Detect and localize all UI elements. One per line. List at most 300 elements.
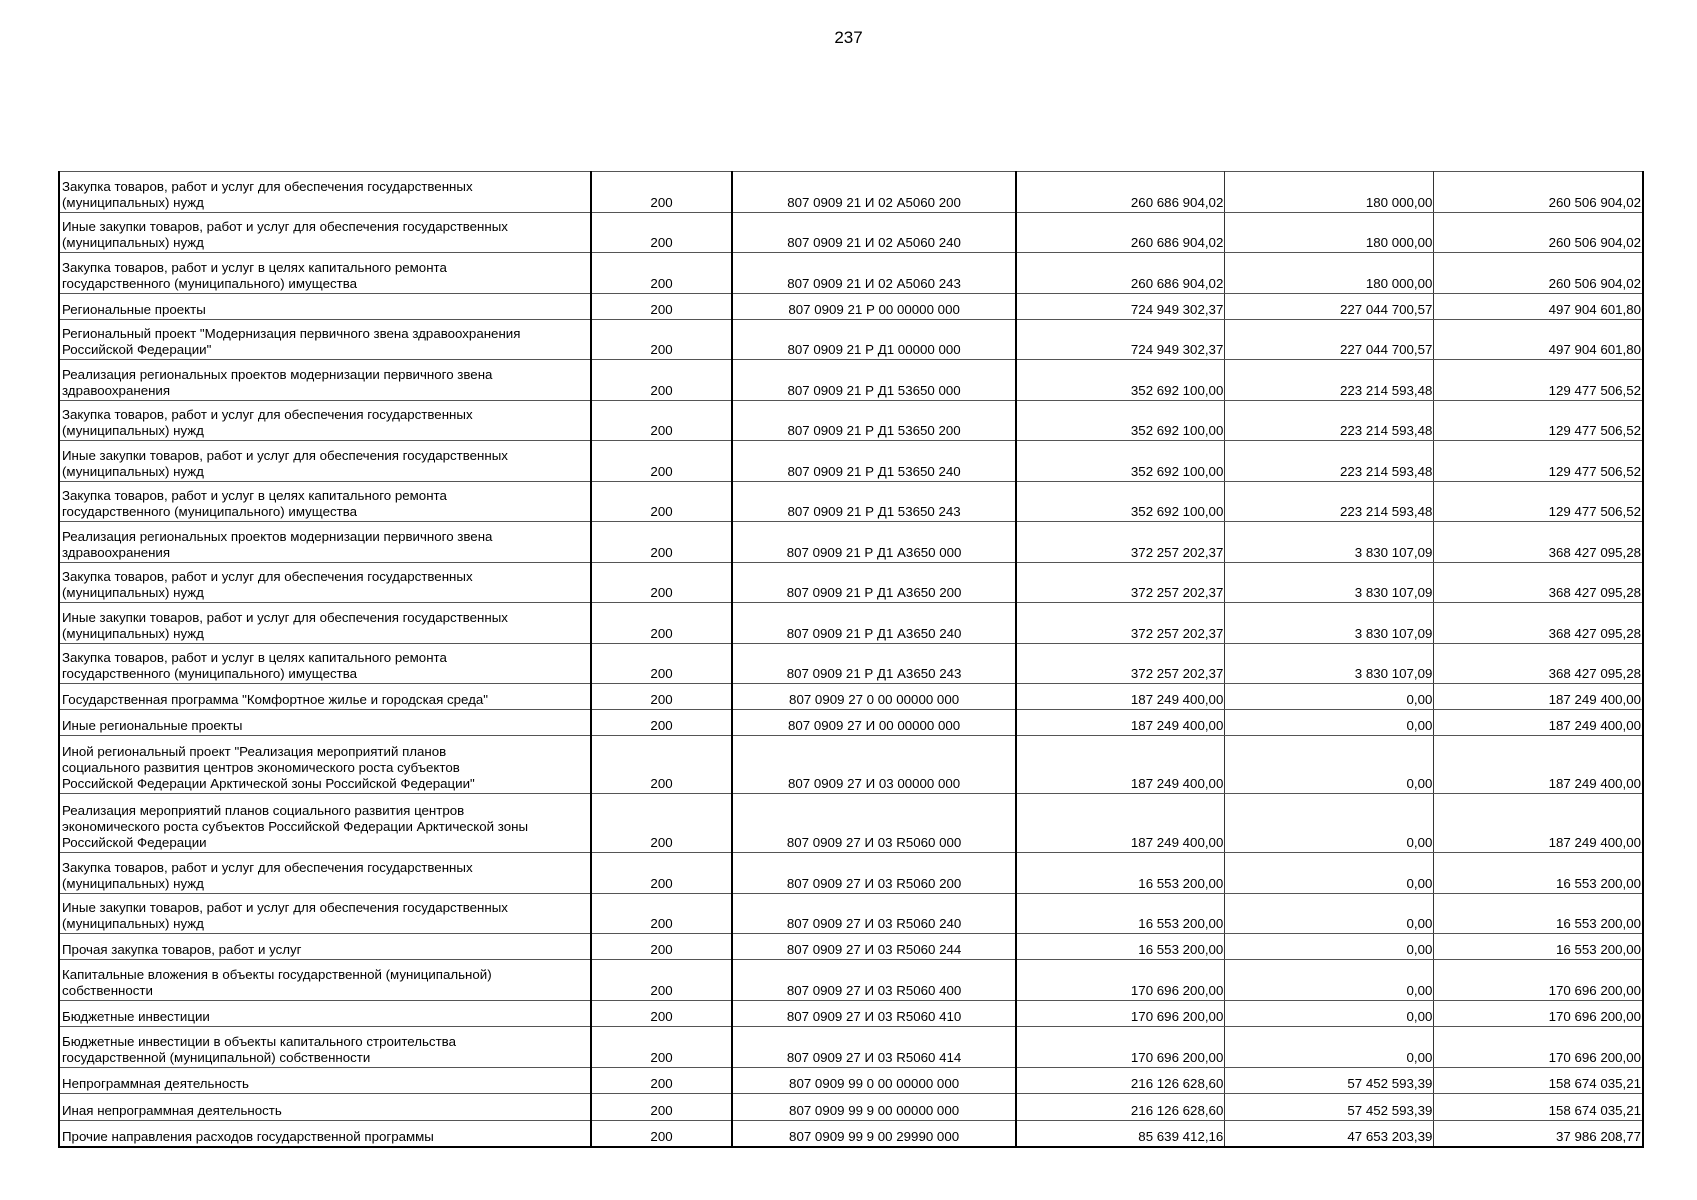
row-approved-amount-text: 187 249 400,00	[1130, 835, 1224, 850]
row-total-amount	[1434, 960, 1643, 1001]
row-classification-code	[732, 1068, 1015, 1094]
row-change-amount	[1225, 441, 1434, 482]
row-admin-code	[591, 1068, 733, 1094]
row-admin-code-text: 200	[650, 876, 673, 891]
table-row	[59, 710, 1643, 736]
row-approved-amount-text: 352 692 100,00	[1130, 423, 1224, 438]
row-admin-code-text: 200	[650, 1128, 673, 1144]
row-change-amount	[1225, 294, 1434, 320]
table-row	[59, 522, 1643, 563]
row-admin-code	[591, 1094, 733, 1121]
table-body	[59, 172, 1643, 1147]
row-classification-code-text: 807 0909 21 Р Д1 А3650 243	[786, 666, 962, 681]
row-admin-code	[591, 563, 733, 603]
row-total-amount	[1434, 1001, 1643, 1027]
row-admin-code	[591, 1121, 733, 1147]
row-classification-code-text: 807 0909 21 Р Д1 53650 200	[787, 423, 961, 438]
row-admin-code	[591, 603, 733, 644]
row-total-amount-text: 187 249 400,00	[1548, 835, 1641, 850]
row-name-text: Закупка товаров, работ и услуг в целях капитального ремонта государственного (муниципального) имущества	[62, 260, 447, 291]
row-change-amount-text: 180 000,00	[1365, 195, 1433, 210]
row-approved-amount-text: 260 686 904,02	[1130, 276, 1224, 291]
row-approved-amount-text: 16 553 200,00	[1138, 876, 1224, 891]
row-name	[59, 934, 591, 960]
row-approved-amount	[1016, 213, 1225, 253]
row-total-amount-text: 368 427 095,28	[1548, 626, 1641, 641]
row-change-amount-text: 57 452 593,39	[1347, 1076, 1433, 1091]
row-admin-code	[591, 794, 733, 853]
row-name	[59, 603, 591, 644]
row-name	[59, 172, 591, 213]
row-change-amount-text: 0,00	[1406, 983, 1433, 998]
row-admin-code	[591, 441, 733, 482]
row-classification-code	[732, 894, 1015, 934]
row-approved-amount	[1016, 1121, 1225, 1147]
row-change-amount	[1225, 1027, 1434, 1068]
row-total-amount-text: 129 477 506,52	[1548, 464, 1641, 479]
table-row	[59, 794, 1643, 853]
row-admin-code-text: 200	[650, 504, 673, 519]
row-admin-code	[591, 1001, 733, 1027]
row-classification-code-text: 807 0909 21 Р Д1 А3650 000	[786, 545, 962, 560]
row-classification-code-text: 807 0909 27 И 00 00000 000	[787, 718, 961, 733]
row-total-amount-text: 129 477 506,52	[1548, 423, 1641, 438]
row-classification-code-text: 807 0909 21 Р Д1 А3650 200	[786, 585, 962, 600]
table-row	[59, 1094, 1643, 1121]
row-approved-amount	[1016, 1027, 1225, 1068]
row-name-text: Закупка товаров, работ и услуг в целях капитального ремонта государственного (муниципального) имущества	[62, 488, 447, 519]
row-admin-code-text: 200	[650, 585, 673, 600]
row-change-amount	[1225, 253, 1434, 294]
row-total-amount-text: 187 249 400,00	[1548, 718, 1641, 733]
row-admin-code	[591, 894, 733, 934]
table-row	[59, 172, 1643, 213]
row-classification-code	[732, 1001, 1015, 1027]
row-total-amount-text: 16 553 200,00	[1555, 916, 1641, 931]
row-approved-amount-text: 260 686 904,02	[1130, 235, 1224, 250]
row-classification-code	[732, 482, 1015, 522]
table-row	[59, 563, 1643, 603]
table-row	[59, 482, 1643, 522]
row-name-text: Бюджетные инвестиции в объекты капитального строительства государственной (муниципальной) собственности	[62, 1034, 456, 1065]
row-total-amount	[1434, 360, 1643, 401]
row-approved-amount-text: 352 692 100,00	[1130, 464, 1224, 479]
row-admin-code-text: 200	[650, 916, 673, 931]
row-total-amount-text: 368 427 095,28	[1548, 585, 1641, 600]
row-change-amount-text: 180 000,00	[1365, 276, 1433, 291]
row-name-text: Региональные проекты	[62, 302, 206, 317]
row-name-text: Реализация региональных проектов модернизации первичного звена здравоохранения	[62, 529, 493, 560]
row-approved-amount-text: 170 696 200,00	[1130, 1050, 1224, 1065]
row-total-amount-text: 260 506 904,02	[1548, 195, 1641, 210]
row-total-amount-text: 368 427 095,28	[1548, 666, 1641, 681]
row-classification-code	[732, 360, 1015, 401]
row-classification-code-text: 807 0909 21 И 02 А5060 243	[787, 276, 961, 291]
row-change-amount-text: 3 830 107,09	[1354, 666, 1433, 681]
row-total-amount	[1434, 934, 1643, 960]
row-total-amount-text: 16 553 200,00	[1555, 876, 1641, 891]
row-admin-code	[591, 253, 733, 294]
row-classification-code	[732, 213, 1015, 253]
row-total-amount-text: 497 904 601,80	[1548, 342, 1641, 357]
row-admin-code	[591, 684, 733, 710]
row-classification-code	[732, 736, 1015, 794]
row-name	[59, 684, 591, 710]
row-total-amount-text: 368 427 095,28	[1548, 545, 1641, 560]
row-classification-code	[732, 644, 1015, 684]
table-row	[59, 213, 1643, 253]
row-classification-code	[732, 603, 1015, 644]
row-classification-code	[732, 853, 1015, 894]
row-total-amount	[1434, 482, 1643, 522]
row-name	[59, 441, 591, 482]
row-approved-amount-text: 170 696 200,00	[1130, 1009, 1224, 1024]
row-classification-code	[732, 294, 1015, 320]
row-name-text: Государственная программа "Комфортное жилье и городская среда"	[62, 692, 488, 707]
row-total-amount	[1434, 684, 1643, 710]
row-classification-code-text: 807 0909 21 И 02 А5060 240	[787, 235, 961, 250]
row-classification-code-text: 807 0909 21 И 02 А5060 200	[787, 195, 961, 210]
row-name	[59, 1068, 591, 1094]
row-admin-code-text: 200	[650, 1103, 673, 1118]
row-name	[59, 1001, 591, 1027]
row-total-amount-text: 170 696 200,00	[1548, 1009, 1641, 1024]
row-approved-amount	[1016, 253, 1225, 294]
row-classification-code	[732, 563, 1015, 603]
row-approved-amount-text: 724 949 302,37	[1130, 302, 1224, 317]
row-admin-code	[591, 360, 733, 401]
row-admin-code-text: 200	[650, 423, 673, 438]
row-classification-code-text: 807 0909 27 И 03 R5060 410	[786, 1009, 962, 1024]
row-classification-code-text: 807 0909 21 Р Д1 53650 243	[787, 504, 961, 519]
row-total-amount	[1434, 710, 1643, 736]
row-classification-code	[732, 522, 1015, 563]
row-classification-code	[732, 320, 1015, 360]
row-classification-code-text: 807 0909 21 Р Д1 00000 000	[787, 342, 961, 357]
row-name-text: Иные закупки товаров, работ и услуг для обеспечения государственных (муниципальных) нужд	[62, 610, 508, 641]
row-total-amount-text: 497 904 601,80	[1548, 302, 1641, 317]
row-classification-code	[732, 794, 1015, 853]
row-total-amount	[1434, 1068, 1643, 1094]
row-total-amount-text: 129 477 506,52	[1548, 504, 1641, 519]
row-approved-amount	[1016, 853, 1225, 894]
row-name	[59, 320, 591, 360]
table-row	[59, 894, 1643, 934]
row-admin-code-text: 200	[650, 235, 673, 250]
row-change-amount-text: 227 044 700,57	[1339, 342, 1433, 357]
row-name	[59, 710, 591, 736]
page-number: 237	[834, 28, 863, 47]
row-approved-amount-text: 724 949 302,37	[1130, 342, 1224, 357]
row-change-amount-text: 180 000,00	[1365, 235, 1433, 250]
row-name-text: Иная непрограммная деятельность	[62, 1103, 282, 1118]
row-name	[59, 1121, 591, 1147]
row-change-amount-text: 0,00	[1406, 1050, 1433, 1065]
row-name	[59, 563, 591, 603]
table-row	[59, 360, 1643, 401]
row-classification-code-text: 807 0909 27 0 00 00000 000	[789, 692, 960, 707]
row-classification-code-text: 807 0909 21 Р Д1 А3650 240	[786, 626, 962, 641]
row-classification-code-text: 807 0909 27 И 03 R5060 414	[786, 1050, 962, 1065]
row-total-amount	[1434, 441, 1643, 482]
row-approved-amount	[1016, 644, 1225, 684]
row-classification-code	[732, 710, 1015, 736]
row-total-amount-text: 16 553 200,00	[1555, 942, 1641, 957]
row-total-amount	[1434, 522, 1643, 563]
table-row	[59, 603, 1643, 644]
row-approved-amount	[1016, 522, 1225, 563]
row-total-amount-text: 37 986 208,77	[1555, 1128, 1641, 1144]
row-approved-amount-text: 16 553 200,00	[1138, 942, 1224, 957]
row-total-amount-text: 260 506 904,02	[1548, 235, 1641, 250]
row-total-amount	[1434, 644, 1643, 684]
row-change-amount	[1225, 644, 1434, 684]
row-admin-code	[591, 401, 733, 441]
row-admin-code	[591, 522, 733, 563]
table-row	[59, 644, 1643, 684]
table-row	[59, 253, 1643, 294]
row-name-text: Региональный проект "Модернизация первичного звена здравоохранения Российской Федерации"	[62, 326, 521, 357]
table-row	[59, 736, 1643, 794]
row-change-amount-text: 3 830 107,09	[1354, 585, 1433, 600]
row-change-amount	[1225, 603, 1434, 644]
row-approved-amount-text: 372 257 202,37	[1130, 545, 1224, 560]
row-approved-amount	[1016, 736, 1225, 794]
row-name	[59, 482, 591, 522]
row-approved-amount	[1016, 1001, 1225, 1027]
row-classification-code-text: 807 0909 21 Р 00 00000 000	[788, 302, 960, 317]
row-admin-code-text: 200	[650, 942, 673, 957]
row-admin-code	[591, 213, 733, 253]
row-admin-code	[591, 736, 733, 794]
row-change-amount	[1225, 1068, 1434, 1094]
row-name	[59, 736, 591, 794]
row-change-amount-text: 223 214 593,48	[1339, 383, 1433, 398]
row-total-amount-text: 158 674 035,21	[1548, 1103, 1641, 1118]
row-approved-amount-text: 372 257 202,37	[1130, 626, 1224, 641]
row-admin-code	[591, 644, 733, 684]
row-change-amount-text: 0,00	[1406, 718, 1433, 733]
row-admin-code-text: 200	[650, 1050, 673, 1065]
row-change-amount	[1225, 736, 1434, 794]
row-name-text: Иные закупки товаров, работ и услуг для обеспечения государственных (муниципальных) нужд	[62, 448, 508, 479]
row-total-amount	[1434, 894, 1643, 934]
row-approved-amount	[1016, 1094, 1225, 1121]
row-total-amount-text: 260 506 904,02	[1548, 276, 1641, 291]
row-total-amount	[1434, 853, 1643, 894]
table-row	[59, 320, 1643, 360]
row-admin-code-text: 200	[650, 776, 673, 791]
row-classification-code-text: 807 0909 99 0 00 00000 000	[789, 1076, 960, 1091]
row-classification-code	[732, 401, 1015, 441]
row-name-text: Иные региональные проекты	[62, 718, 243, 733]
row-approved-amount-text: 187 249 400,00	[1130, 692, 1224, 707]
row-classification-code-text: 807 0909 27 И 03 R5060 244	[786, 942, 962, 957]
row-name-text: Иные закупки товаров, работ и услуг для обеспечения государственных (муниципальных) нужд	[62, 219, 508, 250]
table-row	[59, 1068, 1643, 1094]
row-admin-code-text: 200	[650, 342, 673, 357]
row-admin-code-text: 200	[650, 1076, 673, 1091]
row-change-amount-text: 223 214 593,48	[1339, 504, 1433, 519]
row-admin-code-text: 200	[650, 983, 673, 998]
row-admin-code	[591, 934, 733, 960]
row-admin-code	[591, 960, 733, 1001]
row-classification-code-text: 807 0909 27 И 03 R5060 240	[786, 916, 962, 931]
row-approved-amount	[1016, 794, 1225, 853]
row-change-amount	[1225, 360, 1434, 401]
row-total-amount	[1434, 253, 1643, 294]
table-row	[59, 960, 1643, 1001]
row-total-amount-text: 158 674 035,21	[1548, 1076, 1641, 1091]
row-admin-code	[591, 853, 733, 894]
row-change-amount	[1225, 401, 1434, 441]
row-admin-code-text: 200	[650, 666, 673, 681]
row-classification-code	[732, 441, 1015, 482]
row-name-text: Реализация мероприятий планов социального развития центров экономического роста субъектов Российской Федерации Арктической зоны Российской Федерации	[62, 803, 529, 850]
row-total-amount-text: 170 696 200,00	[1548, 1050, 1641, 1065]
row-approved-amount	[1016, 960, 1225, 1001]
row-admin-code-text: 200	[650, 464, 673, 479]
row-approved-amount	[1016, 320, 1225, 360]
row-approved-amount-text: 260 686 904,02	[1130, 195, 1224, 210]
row-total-amount	[1434, 320, 1643, 360]
row-change-amount	[1225, 684, 1434, 710]
row-approved-amount	[1016, 684, 1225, 710]
row-approved-amount-text: 352 692 100,00	[1130, 504, 1224, 519]
row-approved-amount	[1016, 934, 1225, 960]
row-change-amount	[1225, 172, 1434, 213]
row-approved-amount-text: 352 692 100,00	[1130, 383, 1224, 398]
row-classification-code-text: 807 0909 27 И 03 R5060 400	[786, 983, 962, 998]
table-row	[59, 441, 1643, 482]
row-approved-amount-text: 170 696 200,00	[1130, 983, 1224, 998]
row-name	[59, 853, 591, 894]
row-admin-code-text: 200	[650, 692, 673, 707]
row-name	[59, 1027, 591, 1068]
row-total-amount	[1434, 1121, 1643, 1147]
row-classification-code	[732, 1094, 1015, 1121]
row-admin-code-text: 200	[650, 545, 673, 560]
row-approved-amount	[1016, 894, 1225, 934]
row-admin-code-text: 200	[650, 383, 673, 398]
row-name-text: Закупка товаров, работ и услуг для обеспечения государственных (муниципальных) нужд	[62, 569, 473, 600]
row-change-amount-text: 223 214 593,48	[1339, 423, 1433, 438]
row-change-amount	[1225, 522, 1434, 563]
row-change-amount-text: 227 044 700,57	[1339, 302, 1433, 317]
row-change-amount-text: 57 452 593,39	[1347, 1103, 1433, 1118]
row-change-amount	[1225, 794, 1434, 853]
row-total-amount	[1434, 603, 1643, 644]
row-approved-amount	[1016, 172, 1225, 213]
row-total-amount	[1434, 401, 1643, 441]
row-classification-code	[732, 960, 1015, 1001]
row-name-text: Капитальные вложения в объекты государственной (муниципальной) собственности	[62, 967, 492, 998]
row-change-amount-text: 0,00	[1406, 776, 1433, 791]
row-change-amount	[1225, 934, 1434, 960]
row-classification-code-text: 807 0909 21 Р Д1 53650 000	[787, 383, 961, 398]
row-change-amount-text: 3 830 107,09	[1354, 626, 1433, 641]
row-approved-amount-text: 372 257 202,37	[1130, 666, 1224, 681]
row-name-text: Иные закупки товаров, работ и услуг для обеспечения государственных (муниципальных) нужд	[62, 900, 508, 931]
row-classification-code-text: 807 0909 21 Р Д1 53650 240	[787, 464, 961, 479]
row-total-amount	[1434, 1094, 1643, 1121]
row-name-text: Иной региональный проект "Реализация мероприятий планов социального развития центров экономического роста субъектов Российской Федерации Арктической зоны Российской Федерации"	[62, 744, 475, 791]
row-name	[59, 253, 591, 294]
row-change-amount	[1225, 563, 1434, 603]
row-admin-code	[591, 482, 733, 522]
row-change-amount-text: 3 830 107,09	[1354, 545, 1433, 560]
budget-table	[58, 171, 1644, 1148]
row-name-text: Прочие направления расходов государственной программы	[62, 1128, 434, 1144]
row-approved-amount	[1016, 482, 1225, 522]
table-row	[59, 401, 1643, 441]
row-change-amount	[1225, 1094, 1434, 1121]
row-name-text: Закупка товаров, работ и услуг для обеспечения государственных (муниципальных) нужд	[62, 179, 473, 210]
row-classification-code-text: 807 0909 99 9 00 00000 000	[789, 1103, 960, 1118]
row-admin-code	[591, 172, 733, 213]
row-approved-amount	[1016, 603, 1225, 644]
row-name-text: Закупка товаров, работ и услуг для обеспечения государственных (муниципальных) нужд	[62, 860, 473, 891]
row-change-amount-text: 0,00	[1406, 1009, 1433, 1024]
row-classification-code	[732, 253, 1015, 294]
row-change-amount	[1225, 482, 1434, 522]
row-classification-code-text: 807 0909 99 9 00 29990 000	[789, 1128, 960, 1144]
table-row	[59, 1027, 1643, 1068]
row-name-text: Реализация региональных проектов модернизации первичного звена здравоохранения	[62, 367, 493, 398]
row-total-amount	[1434, 736, 1643, 794]
row-name	[59, 522, 591, 563]
row-total-amount	[1434, 294, 1643, 320]
row-approved-amount-text: 85 639 412,16	[1138, 1128, 1224, 1144]
row-admin-code-text: 200	[650, 276, 673, 291]
row-approved-amount	[1016, 294, 1225, 320]
row-admin-code	[591, 320, 733, 360]
row-approved-amount-text: 216 126 628,60	[1130, 1076, 1224, 1091]
row-change-amount	[1225, 213, 1434, 253]
row-name-text: Прочая закупка товаров, работ и услуг	[62, 942, 302, 957]
row-classification-code	[732, 1027, 1015, 1068]
row-admin-code-text: 200	[650, 626, 673, 641]
row-change-amount-text: 223 214 593,48	[1339, 464, 1433, 479]
row-name-text: Закупка товаров, работ и услуг для обеспечения государственных (муниципальных) нужд	[62, 407, 473, 438]
row-change-amount-text: 47 653 203,39	[1347, 1128, 1433, 1144]
row-change-amount	[1225, 710, 1434, 736]
row-classification-code	[732, 1121, 1015, 1147]
row-admin-code-text: 200	[650, 718, 673, 733]
row-approved-amount-text: 187 249 400,00	[1130, 776, 1224, 791]
row-approved-amount	[1016, 360, 1225, 401]
row-change-amount-text: 0,00	[1406, 942, 1433, 957]
table-row	[59, 1121, 1643, 1147]
row-approved-amount	[1016, 441, 1225, 482]
row-total-amount	[1434, 213, 1643, 253]
row-change-amount	[1225, 1001, 1434, 1027]
row-total-amount-text: 187 249 400,00	[1548, 776, 1641, 791]
row-approved-amount-text: 16 553 200,00	[1138, 916, 1224, 931]
row-total-amount-text: 129 477 506,52	[1548, 383, 1641, 398]
row-classification-code	[732, 934, 1015, 960]
row-name	[59, 794, 591, 853]
row-admin-code-text: 200	[650, 1009, 673, 1024]
row-name	[59, 1094, 591, 1121]
row-change-amount	[1225, 853, 1434, 894]
row-admin-code-text: 200	[650, 835, 673, 850]
row-total-amount	[1434, 563, 1643, 603]
row-approved-amount	[1016, 710, 1225, 736]
row-admin-code-text: 200	[650, 195, 673, 210]
row-change-amount	[1225, 894, 1434, 934]
row-change-amount	[1225, 1121, 1434, 1147]
